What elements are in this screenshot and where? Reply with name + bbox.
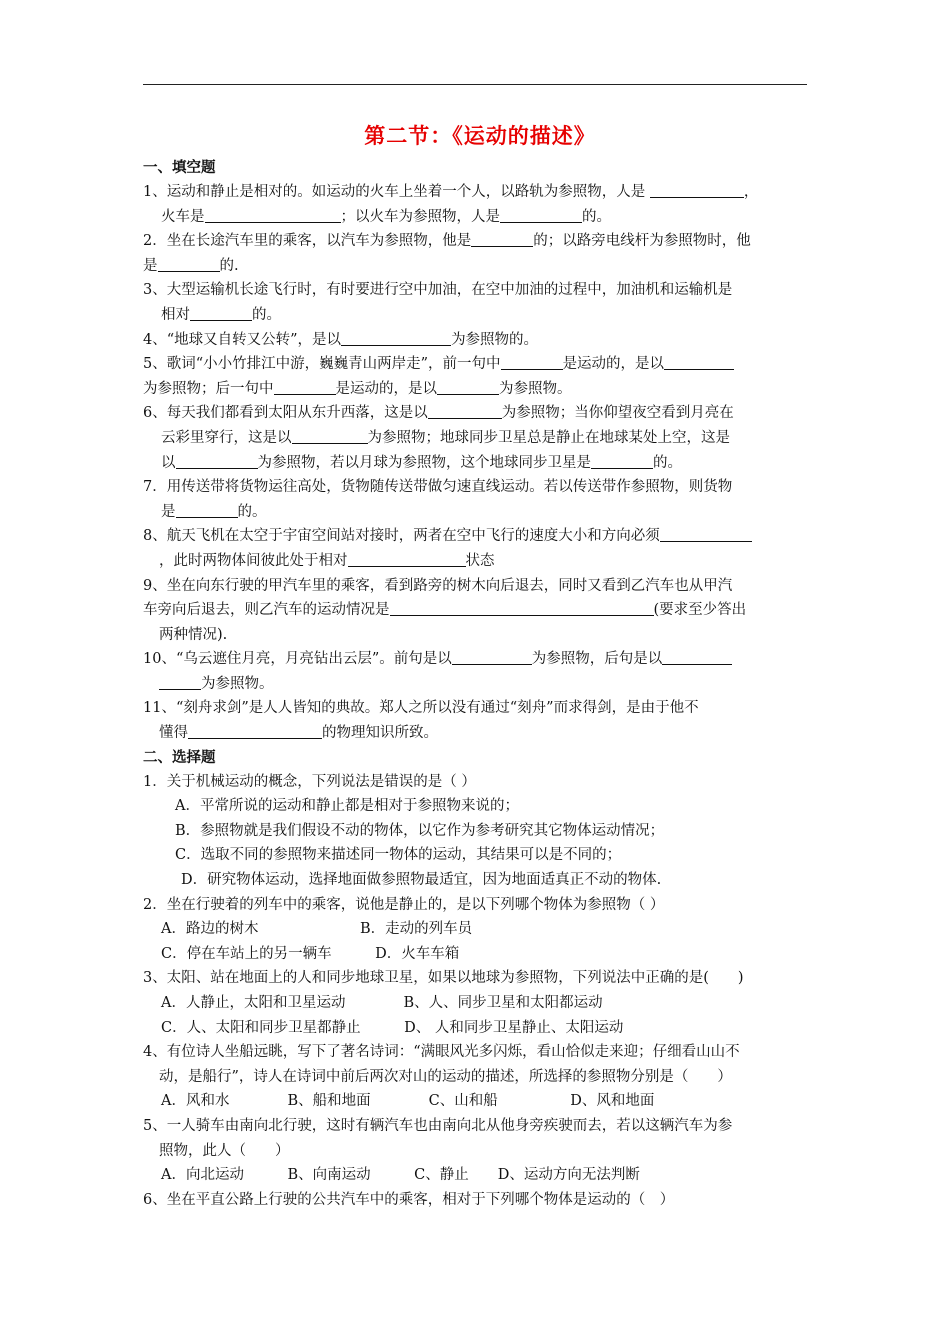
question-line bbox=[143, 696, 817, 721]
choice-option: C．人、太阳和同步卫星都静止 D、 人和同步卫星静止、太阳运动 bbox=[161, 1019, 624, 1036]
question-text: 10、“乌云遮住月亮，月亮钻出云层”。前句是以 bbox=[143, 651, 452, 668]
choice-question: 6、坐在平直公路上行驶的公共汽车中的乘客，相对于下列哪个物体是运动的（ ） bbox=[143, 1191, 675, 1208]
question-text: (要求至少答出 bbox=[653, 602, 747, 619]
answer-blank[interactable] bbox=[188, 722, 322, 739]
answer-blank[interactable] bbox=[501, 353, 563, 370]
answer-blank[interactable] bbox=[660, 525, 752, 542]
question-line bbox=[143, 377, 817, 402]
question-text: 5、歌词“小小竹排江中游，巍巍青山两岸走”，前一句中 bbox=[143, 356, 501, 373]
question-line bbox=[143, 524, 817, 549]
question-text: 为参照物，后句是以 bbox=[531, 651, 663, 668]
choice-option: A．向北运动 B、向南运动 C、静止 D、运动方向无法判断 bbox=[161, 1167, 640, 1184]
section-choice-heading: 二、选择题 bbox=[143, 749, 216, 766]
choice-option: C．停在车站上的另一辆车 D．火车车箱 bbox=[161, 945, 460, 962]
question-text: 为参照物；当你仰望夜空看到月亮在 bbox=[501, 405, 734, 422]
question-text: 为参照物，若以月球为参照物，这个地球同步卫星是 bbox=[257, 454, 591, 471]
question-text: 为参照物。 bbox=[499, 380, 572, 397]
question-line bbox=[143, 180, 817, 205]
question-line bbox=[143, 672, 817, 697]
question-text: 两种情况). bbox=[159, 626, 228, 643]
question-text: 的。 bbox=[653, 454, 682, 471]
question-text: 以 bbox=[161, 454, 176, 471]
question-line bbox=[143, 328, 817, 353]
answer-blank[interactable] bbox=[437, 378, 499, 395]
question-text: 7．用传送带将货物运往高处，货物随传送带做匀速直线运动。若以传送带作参照物，则货物 bbox=[143, 479, 733, 496]
answer-blank[interactable] bbox=[390, 599, 654, 616]
page-title: 第二节：《运动的描述》 bbox=[364, 123, 596, 148]
question-text: 为参照物。 bbox=[201, 675, 274, 692]
question-line bbox=[143, 303, 817, 328]
answer-blank[interactable] bbox=[348, 550, 466, 567]
question-text: 云彩里穿行，这是以 bbox=[161, 429, 292, 446]
question-text: 2．坐在长途汽车里的乘客，以汽车为参照物，他是 bbox=[143, 233, 472, 250]
answer-blank[interactable] bbox=[662, 648, 732, 665]
choice-option: 照物，此人（ ） bbox=[159, 1142, 290, 1159]
answer-blank[interactable] bbox=[292, 427, 368, 444]
choice-question: 3、太阳、站在地面上的人和同步地球卫星，如果以地球为参照物，下列说法中正确的是( ) bbox=[143, 970, 744, 987]
question-text: ，此时两物体间彼此处于相对 bbox=[159, 552, 348, 569]
question-text: 为参照物；后一句中 bbox=[143, 380, 274, 397]
question-text: 8、航天飞机在太空于宇宙空间站对接时，两者在空中飞行的速度大小和方向必须 bbox=[143, 528, 660, 545]
choice-option: A．人静止，太阳和卫星运动 B、人、同步卫星和太阳都运动 bbox=[161, 995, 603, 1011]
question-text: 的。 bbox=[252, 306, 281, 323]
question-text: 为参照物；地球同步卫星总是静止在地球某处上空，这是 bbox=[367, 429, 730, 446]
question-text: 的。 bbox=[582, 208, 611, 225]
fill-blank-questions bbox=[143, 180, 817, 746]
answer-blank[interactable] bbox=[428, 402, 502, 419]
question-text: ， bbox=[743, 184, 759, 200]
question-line bbox=[143, 574, 817, 599]
answer-blank[interactable] bbox=[650, 181, 744, 198]
question-text: 状态 bbox=[465, 552, 495, 569]
question-text: 是运动的，是以 bbox=[335, 380, 437, 397]
question-text: 火车是 bbox=[161, 208, 205, 225]
question-text: 为参照物的。 bbox=[451, 331, 539, 348]
choice-option: A．风和水 B、船和地面 C、山和船 D、风和地面 bbox=[161, 1093, 655, 1110]
answer-blank[interactable] bbox=[176, 501, 238, 518]
worksheet bbox=[143, 118, 817, 1212]
question-line bbox=[143, 623, 817, 648]
question-line bbox=[143, 352, 817, 377]
answer-blank[interactable] bbox=[452, 648, 532, 665]
question-text: 的；以路旁电线杆为参照物时，他 bbox=[533, 233, 751, 250]
question-line bbox=[143, 426, 817, 451]
header-rule bbox=[143, 84, 807, 85]
question-text: ；以火车为参照物，人是 bbox=[340, 208, 500, 225]
choice-option: B．参照物就是我们假设不动的物体，以它作为参考研究其它物体运动情况； bbox=[175, 822, 665, 839]
section-fill-blank-heading: 一、填空题 bbox=[143, 160, 216, 176]
choice-questions bbox=[143, 770, 817, 1213]
answer-blank[interactable] bbox=[591, 452, 653, 469]
answer-blank[interactable] bbox=[274, 378, 336, 395]
question-line bbox=[143, 721, 817, 746]
answer-blank[interactable] bbox=[190, 304, 252, 321]
question-text: 是运动的，是以 bbox=[562, 356, 665, 373]
question-text: 懂得 bbox=[159, 725, 188, 742]
question-line bbox=[143, 647, 817, 672]
answer-blank[interactable] bbox=[664, 353, 734, 370]
question-line bbox=[143, 254, 817, 279]
choice-question: 1．关于机械运动的概念，下列说法是错误的是（ ） bbox=[143, 773, 476, 790]
answer-blank[interactable] bbox=[471, 230, 533, 247]
choice-option: A．平常所说的运动和静止都是相对于参照物来说的； bbox=[175, 798, 519, 815]
question-text: 1、运动和静止是相对的。如运动的火车上坐着一个人，以路轨为参照物，人是 bbox=[143, 184, 650, 200]
question-line bbox=[143, 401, 817, 426]
question-text: 的物理知识所致。 bbox=[322, 725, 438, 742]
answer-blank[interactable] bbox=[176, 452, 258, 469]
question-line bbox=[143, 500, 817, 525]
choice-option: C．选取不同的参照物来描述同一物体的运动，其结果可以是不同的； bbox=[175, 847, 622, 864]
question-line bbox=[143, 205, 817, 230]
question-line bbox=[143, 229, 817, 254]
question-line bbox=[143, 451, 817, 476]
choice-option: 动，是船行”，诗人在诗词中前后两次对山的运动的描述，所选择的参照物分别是（ ） bbox=[159, 1068, 732, 1085]
question-line bbox=[143, 278, 817, 303]
choice-question: 2．坐在行驶着的列车中的乘客，说他是静止的，是以下列哪个物体为参照物（ ） bbox=[143, 896, 665, 913]
question-text: 3、大型运输机长途飞行时，有时要进行空中加油，在空中加油的过程中，加油机和运输机是 bbox=[143, 282, 733, 299]
question-text: 6、每天我们都看到太阳从东升西落，这是以 bbox=[143, 405, 428, 422]
choice-option: A．路边的树木 B．走动的列车员 bbox=[161, 921, 473, 938]
choice-question: 5、一人骑车由南向北行驶，这时有辆汽车也由南向北从他身旁疾驶而去，若以这辆汽车为参 bbox=[143, 1117, 733, 1134]
question-line bbox=[143, 598, 817, 623]
question-text: 是 bbox=[143, 257, 158, 274]
question-line bbox=[143, 549, 817, 574]
question-text: 的. bbox=[219, 257, 239, 274]
question-line bbox=[143, 475, 817, 500]
question-text: 是 bbox=[161, 503, 176, 520]
question-text: 的。 bbox=[237, 503, 267, 520]
answer-blank[interactable] bbox=[205, 206, 341, 223]
question-text: 车旁向后退去，则乙汽车的运动情况是 bbox=[143, 602, 390, 619]
answer-blank[interactable] bbox=[158, 255, 220, 272]
question-text: 9、坐在向东行驶的甲汽车里的乘客，看到路旁的树木向后退去，同时又看到乙汽车也从甲汽 bbox=[143, 577, 733, 594]
answer-blank[interactable] bbox=[341, 329, 451, 346]
choice-question: 4、有位诗人坐船远眺，写下了著名诗词：“满眼风光多闪烁，看山恰似走来迎；仔细看山山不 bbox=[143, 1044, 740, 1061]
question-text: 11、“刻舟求剑”是人人皆知的典故。郑人之所以没有通过“刻舟”而求得剑，是由于他不 bbox=[143, 700, 699, 717]
question-text: 4、“地球又自转又公转”，是以 bbox=[143, 331, 342, 348]
choice-option: D．研究物体运动，选择地面做参照物最适宜，因为地面适真正不动的物体. bbox=[181, 872, 662, 889]
question-text: 相对 bbox=[161, 306, 190, 323]
answer-blank[interactable] bbox=[500, 206, 582, 223]
answer-blank[interactable] bbox=[159, 673, 201, 690]
